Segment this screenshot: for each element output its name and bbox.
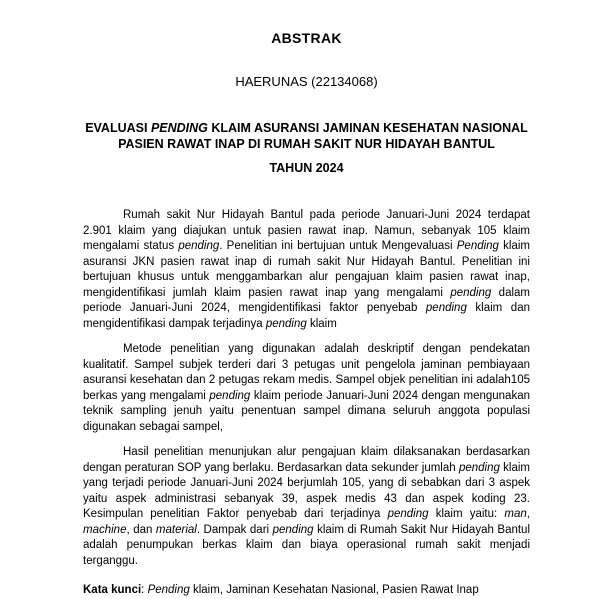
- paragraph-background: Rumah sakit Nur Hidayah Bantul pada periode Januari-Juni 2024 terdapat 2.901 klaim yang diajukan untuk pasien rawat inap. Namun, sebanyak 105 klaim mengalami status pending. Penelitian ini bertujuan untuk Mengevaluasi Pending klaim asuransi JKN pasien rawat inap di rumah sakit Nur Hidayah Bantul. Penelitian ini bertujuan khusus untuk menggambarkan alur pengajuan klaim pasien rawat inap, mengidentifikasi jumlah klaim pasien rawat inap yang mengalami pending dalam periode Januari-Juni 2024, mengidentifikasi faktor penyebab pending klaim dan mengidentifikasi dampak terjadinya pending klaim: [83, 209, 531, 330]
- thesis-title-line-2: PASIEN RAWAT INAP DI RUMAH SAKIT NUR HIDAYAH BANTUL: [118, 137, 495, 151]
- author-line: HAERUNAS (22134068): [235, 74, 378, 89]
- thesis-title: [71, 120, 542, 152]
- abstract-body: [83, 208, 530, 599]
- thesis-title-line-1: EVALUASI PENDING KLAIM ASURANSI JAMINAN KESEHATAN NASIONAL: [85, 121, 528, 135]
- keywords-line: Kata kunci: Pending klaim, Jaminan Kesehatan Nasional, Pasien Rawat Inap: [83, 584, 479, 596]
- paragraph-method: Metode penelitian yang digunakan adalah deskriptif dengan pendekatan kualitatif. Sampel subjek terderi dari 3 petugas unit pengelola jaminan pembiayaan asuransi kesehatan dan 2 petugas rekam medis. Sampel objek penelitian ini adalah105 berkas yang mengalami pending klaim periode Januari-Juni 2024 dengan mengunakan teknik sampling jenuh yaitu penentuan sampel dimana seluruh anggota populasi digunakan sebagai sampel,: [83, 343, 530, 433]
- page-title: ABSTRAK: [271, 30, 342, 46]
- year-line: TAHUN 2024: [269, 161, 344, 175]
- paragraph-results: Hasil penelitian menunjukan alur pengajuan klaim dilaksanakan berdasarkan dengan peraturan SOP yang berlaku. Berdasarkan data sekunder jumlah pending klaim yang terjadi periode Januari-Juni 2024 berjumlah 105, yang di sebabkan dari 3 aspek yaitu aspek administrasi sebanyak 39, aspek medis 43 dan aspek koding 23. Kesimpulan penelitian Faktor penyebab dari terjadinya pending klaim yaitu: man, machine, dan material. Dampak dari pending klaim di Rumah Sakit Nur Hidayah Bantul adalah penumpukan berkas klaim dan biaya operasional rumah sakit menjadi terganggu.: [83, 446, 531, 567]
